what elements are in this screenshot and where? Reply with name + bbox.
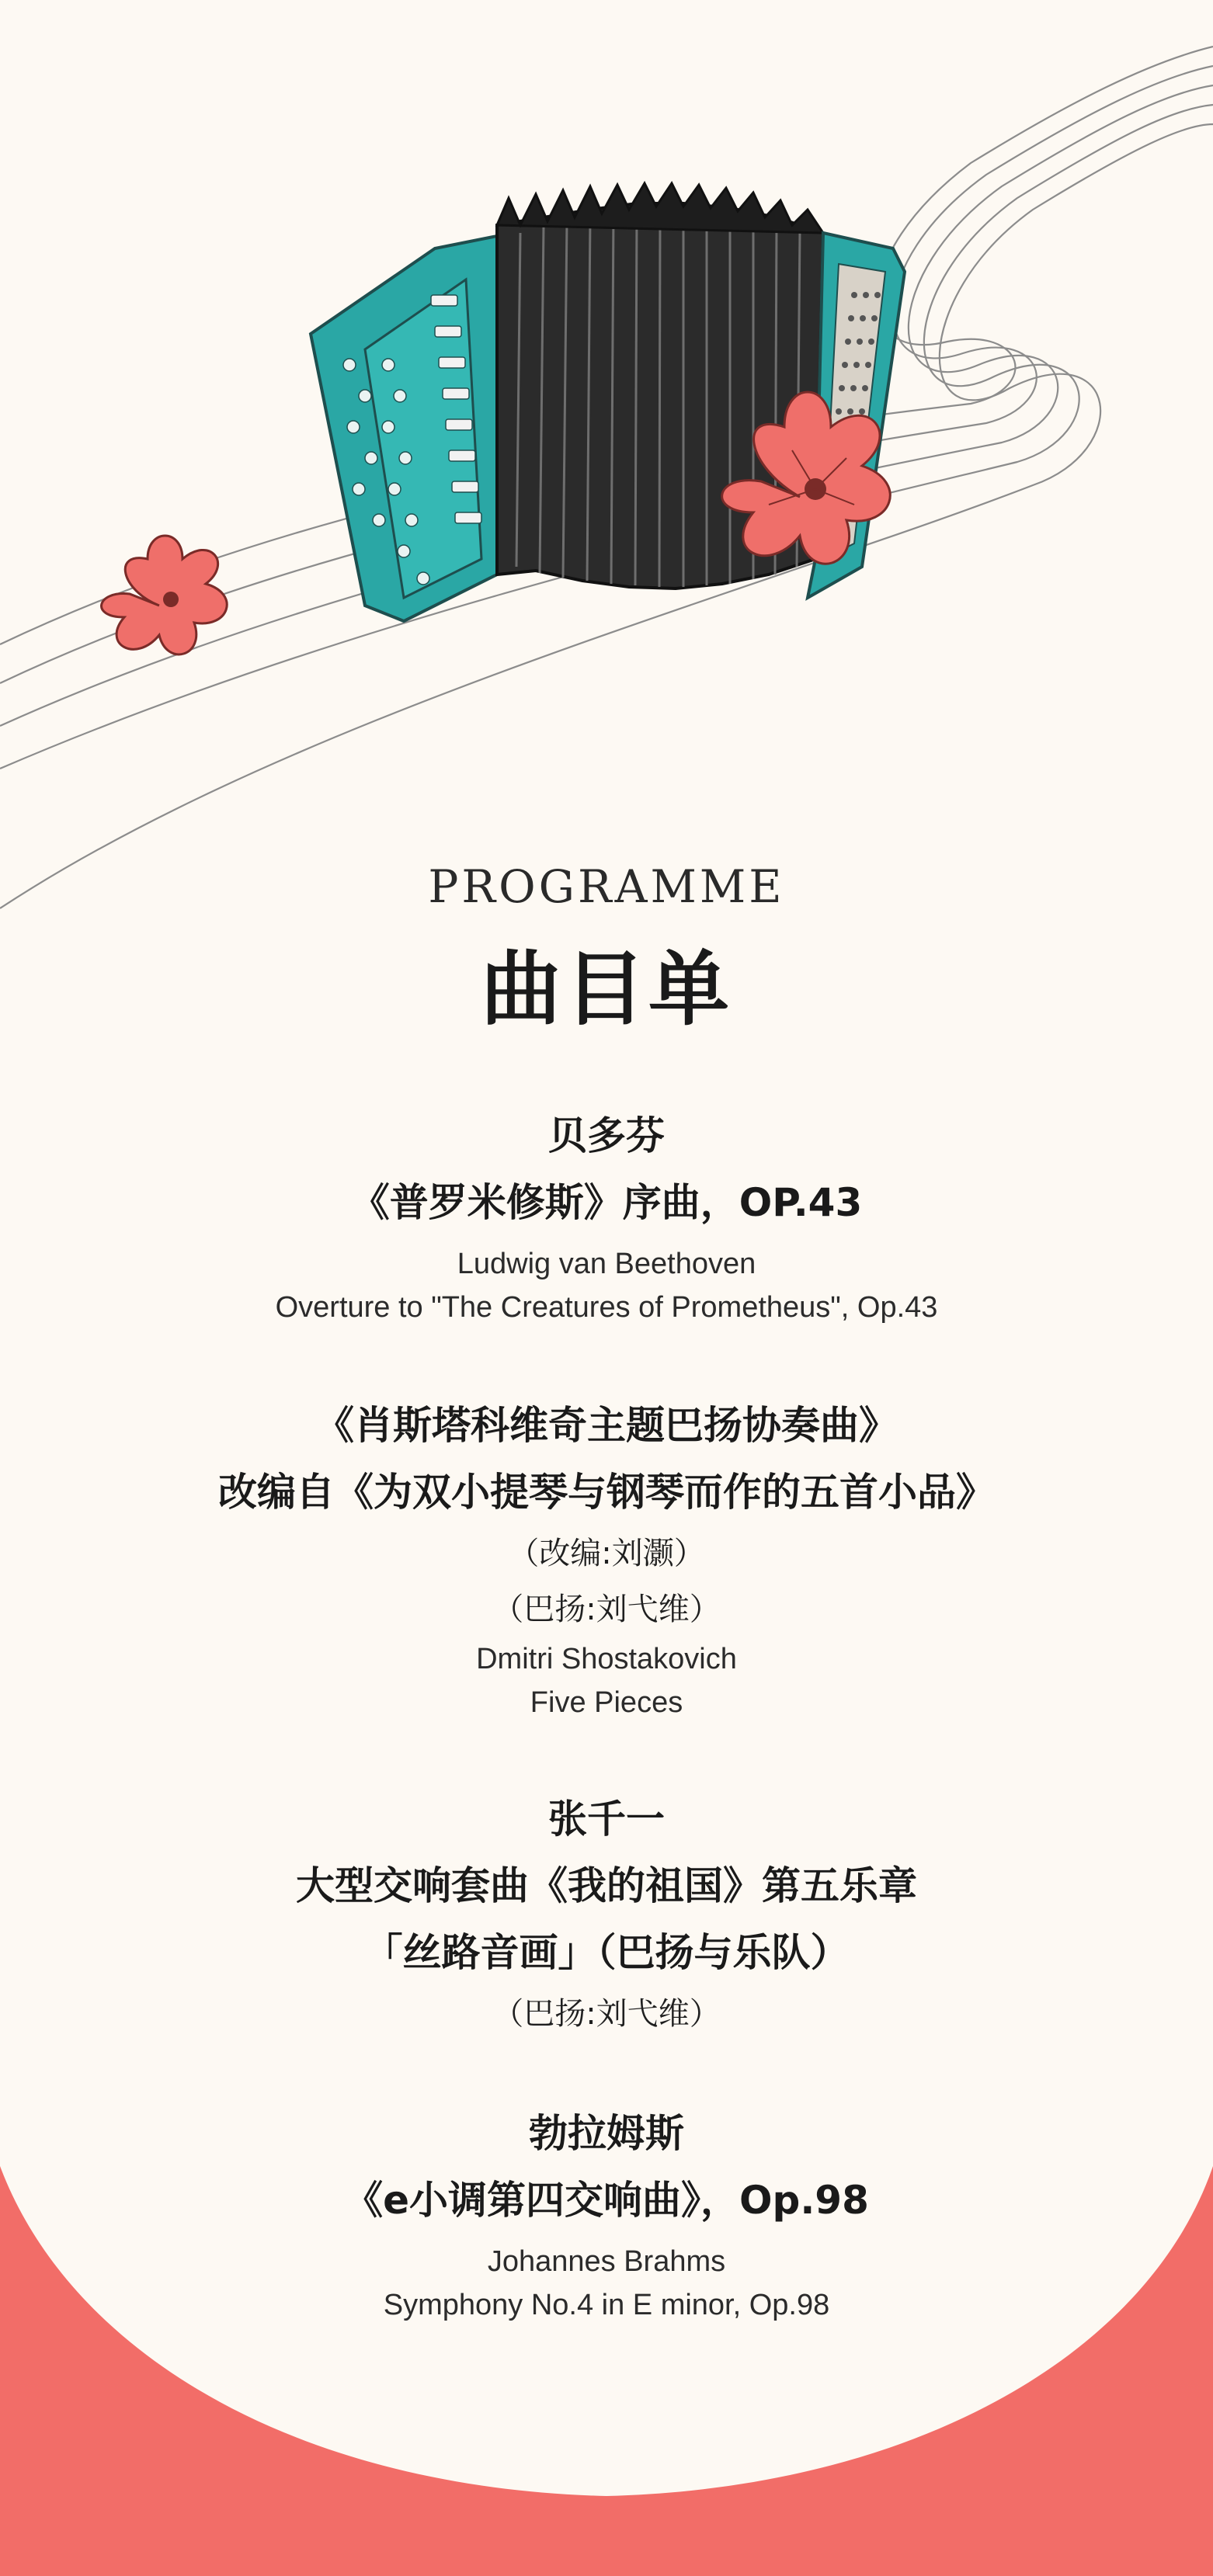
arranger-note: （改编:刘灏） (508, 1536, 705, 1571)
programme-item (0, 1786, 1213, 2042)
programme-item (0, 1102, 1213, 1329)
piece-title-cn: 《e小调第四交响曲》，Op.98 (344, 2178, 869, 2223)
piece-title-cn: 《普罗米修斯》序曲，OP.43 (350, 1180, 863, 1225)
soloist-note: （巴扬:刘弋维） (492, 1996, 721, 2032)
piece-title-cn: 大型交响套曲《我的祖国》第五乐章 (296, 1863, 917, 1908)
programme-item (0, 1392, 1213, 1724)
composer-en: Johannes Brahms (487, 2245, 726, 2278)
programme-heading-en: PROGRAMME (428, 860, 785, 913)
piece-title-cn: 《肖斯塔科维奇主题巴扬协奏曲》 (315, 1403, 898, 1448)
flower-icon (102, 536, 228, 654)
composer-en: Dmitri Shostakovich (476, 1643, 737, 1675)
piece-title-en: Five Pieces (530, 1686, 683, 1719)
piece-title-en: Symphony No.4 in E minor, Op.98 (383, 2289, 830, 2321)
composer-en: Ludwig van Beethoven (457, 1248, 756, 1280)
programme-item (0, 2100, 1213, 2327)
piece-title-en: Overture to "The Creatures of Prometheus", Op.43 (275, 1291, 938, 1324)
composer-cn: 张千一 (548, 1797, 665, 1842)
soloist-note: （巴扬:刘弋维） (492, 1592, 721, 1627)
piece-subtitle-cn: 「丝路音画」（巴扬与乐队） (363, 1930, 850, 1975)
piece-subtitle-cn: 改编自《为双小提琴与钢琴而作的五首小品》 (218, 1470, 995, 1515)
composer-cn: 勃拉姆斯 (529, 2111, 684, 2156)
composer-cn: 贝多芬 (548, 1113, 665, 1158)
programme-heading-cn: 曲目单 (480, 941, 732, 1036)
header-illustration (0, 0, 1213, 932)
